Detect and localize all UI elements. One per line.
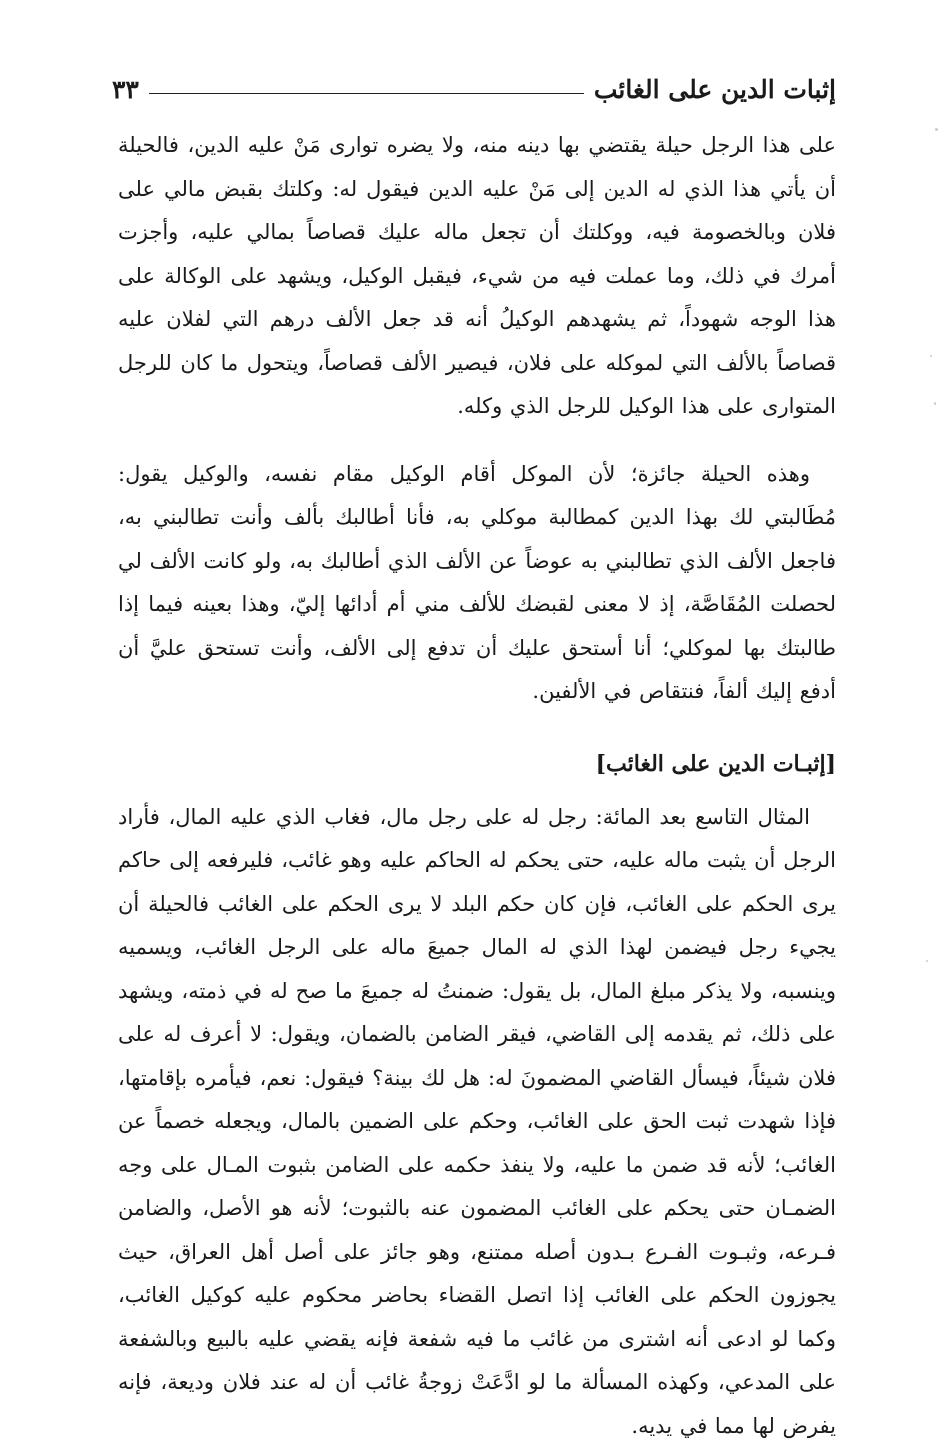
scan-speck bbox=[934, 402, 936, 405]
scan-speck bbox=[935, 128, 938, 131]
section-paragraph: المثال التاسع بعد المائة: رجل له على رجل مال، فغاب الذي عليه المال، فأراد الرجل أن يثبت ماله عليه، حتى يحكم له الحاكم عليه وهو غائب، فليرفعه إلى حاكم يرى الحكم على الغائب، فإن كان حكم البلد لا يرى الحكم على الغائب فالحيلة أن يجيء رجل فيضمن لهذا الذي له المال جميعَ ماله على الرجل الغائب، ويسميه وينسبه، ولا يذكر مبلغ المال، بل يقول: ضمنتُ له جميعَ ما صح له في ذمته، ويشهد على ذلك، ثم يقدمه إلى القاضي، فيقر الضامن بالضمان، ويقول: لا أعرف له على فلان شيئاً، فيسأل القاضي المضمونَ له: هل لك بينة؟ فيقول: نعم، فيأمره بإقامتها، فإذا شهدت ثبت الحق على الغائب، وحكم على الضمين بالمال، ويجعله خصماً عن الغائب؛ لأنه قد ضمن ما عليه، ولا ينفذ حكمه على الضامن بثبوت المـال على وجه الضمـان حتى يحكم على الغائب المضمون عنه بالثبوت؛ لأنه هو الأصل، والضامن فـرعه، وثبـوت الفـرع بـدون أصله ممتنع، وهو جائز على أصل أهل العراق، حيث يجوزون الحكم على الغائب إذا اتصل القضاء بحاضر محكوم عليه كوكيل الغائب، وكما لو ادعى أنه اشترى من غائب ما فيه شفعة فإنه يقضي عليه بالبيع وبالشفعة على المدعي، وكهذه المسألة ما لو ادَّعَتْ زوجةُ غائب أن له عند فلان وديعة، فإنه يفرض لها مما في يديه. bbox=[118, 796, 836, 1448]
page-number: ٣٣ bbox=[112, 70, 139, 110]
section-heading: [إثبـات الدين على الغائب] bbox=[118, 742, 836, 786]
header-rule bbox=[149, 93, 584, 94]
paragraph-2: وهذه الحيلة جائزة؛ لأن الموكل أقام الوكيل مقام نفسه، والوكيل يقول: مُطَالبتي لك بهذا الدين كمطالبة موكلي به، فأنا أطالبك بألف وأنت تطالبني به، فاجعل الألف الذي تطالبني به عوضاً عن الألف الذي أطالبك به، ولو كانت الألف لي لحصلت المُقَاصَّة، إذ لا معنى لقبضك للألف مني أم أدائها إليّ، وهذا بعينه فيما إذا طالبتك بها لموكلي؛ أنا أستحق عليك أن تدفع إلى الألف، وأنت تستحق عليَّ أن أدفع إليك ألفاً، فنتقاص في الألفين. bbox=[118, 453, 836, 714]
paragraph-1: على هذا الرجل حيلة يقتضي بها دينه منه، ولا يضره توارى مَنْ عليه الدين، فالحيلة أن يأتي هذا الذي له الدين إلى مَنْ عليه الدين فيقول له: وكلتك بقبض مالي على فلان وبالخصومة فيه، ووكلتك أن تجعل ماله عليك قصاصاً بمالي عليه، وأجزت أمرك في ذلك، وما عملت فيه من شيء، فيقبل الوكيل، ويشهد على الوكالة على هذا الوجه شهوداً، ثم يشهدهم الوكيلُ أنه قد جعل الألف درهم التي لفلان عليه قصاصاً بالألف التي لموكله على فلان، فيصير الألف قصاصاً، ويتحول ما كان للرجل المتوارى على هذا الوكيل للرجل الذي وكله. bbox=[118, 124, 836, 429]
header-title: إثبات الدين على الغائب bbox=[594, 70, 836, 110]
scan-speck bbox=[930, 355, 932, 357]
running-header bbox=[112, 70, 836, 110]
page-body bbox=[118, 124, 836, 1448]
scan-speck bbox=[926, 960, 928, 962]
